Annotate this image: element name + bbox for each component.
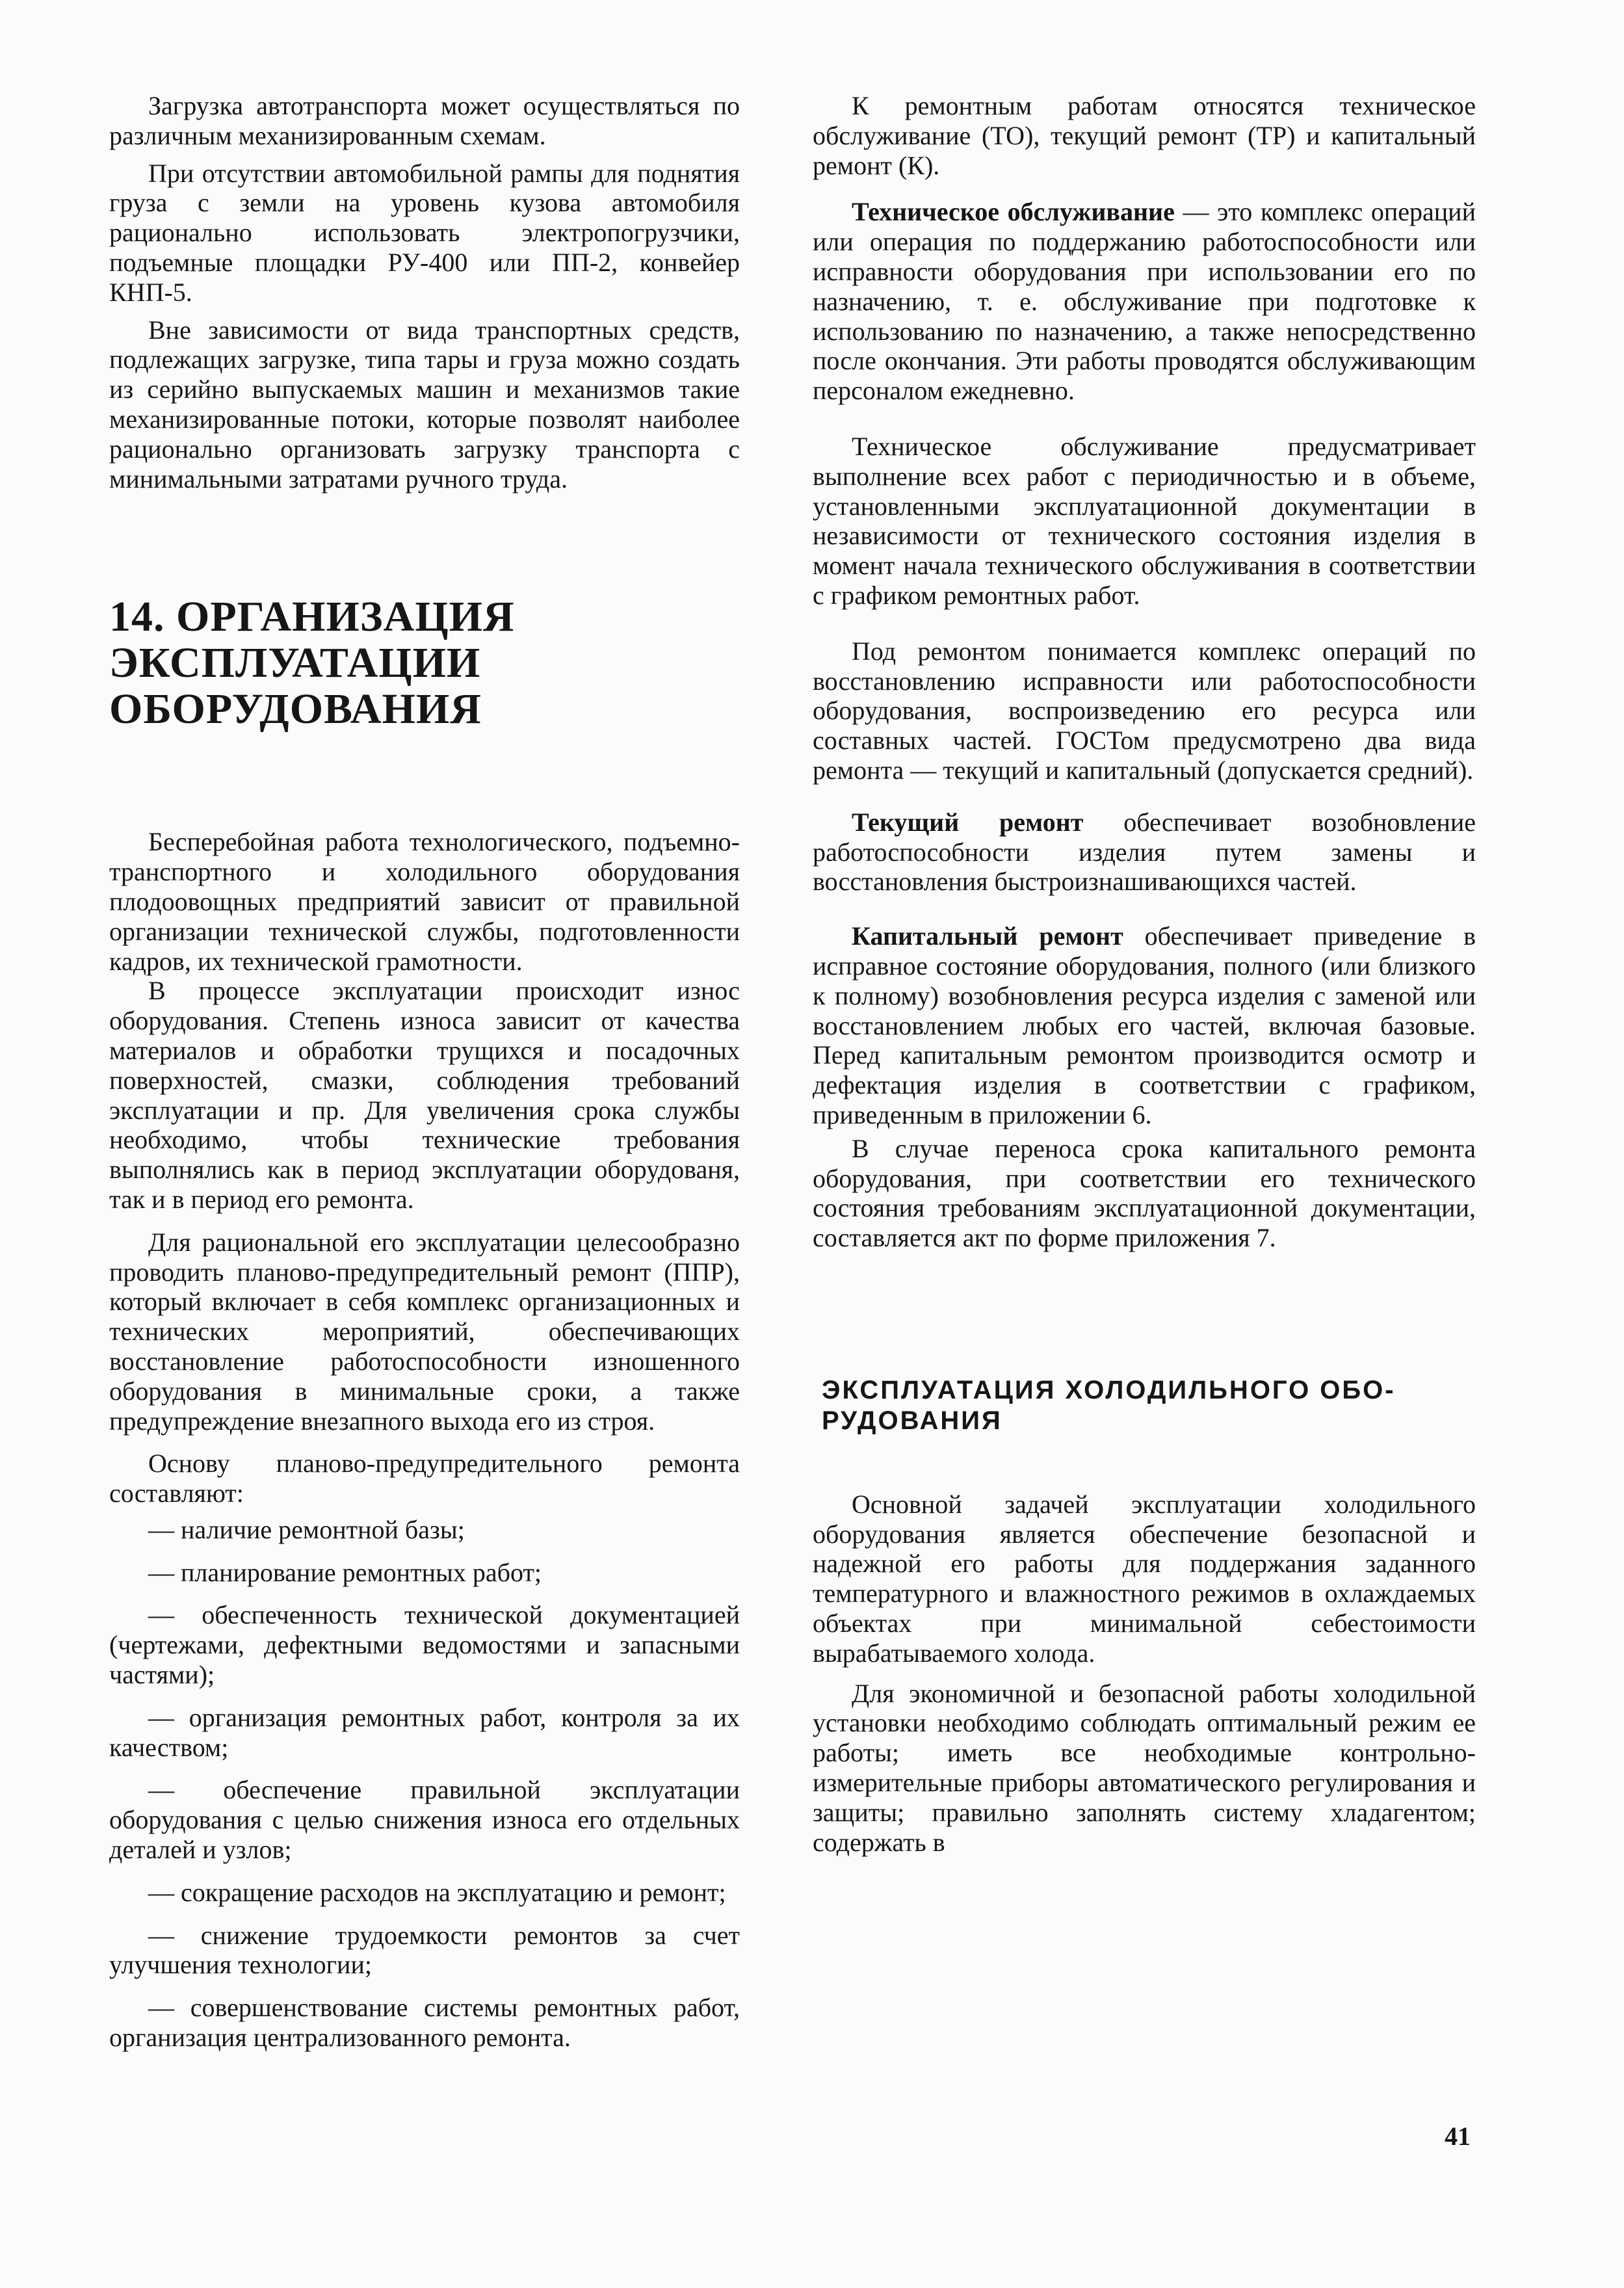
paragraph-mechanized-flows: Вне зависимости от вида транспортных средств, подлежащих загрузке, типа тары и груза можно создать из серийно выпускаемых машин и механизмов такие механизированные потоки, которые позволят наиболее рационально организовать загрузку транспорта с минимальными затратами ручного труда. bbox=[109, 315, 740, 493]
list-item: — наличие ремонтной базы; bbox=[109, 1515, 740, 1545]
term-current-repair: Текущий ремонт bbox=[852, 807, 1084, 837]
subsection-heading bbox=[813, 1375, 1476, 1436]
paragraph-capital-repair bbox=[813, 921, 1476, 1130]
section-heading-line-3: ОБОРУДОВАНИЯ bbox=[109, 685, 482, 733]
paragraph-wear: В процессе эксплуатации происходит износ оборудования. Степень износа зависит от качества материалов и обработки трущихся и посадочных поверхностей, смазки, соблюдения требований эксплуатации и пр. Для увеличения срока службы необходимо, чтобы технические требования выполнялись как в период эксплуатации оборудованя, так и в период его ремонта. bbox=[109, 976, 740, 1214]
paragraph-loading-schemes: Загрузка автотранспорта может осуществляться по различным механизированным схемам. bbox=[109, 91, 740, 150]
subsection-heading-line-1: ЭКСПЛУАТАЦИЯ ХОЛОДИЛЬНОГО ОБО- bbox=[822, 1375, 1396, 1404]
current-repair-text: обеспечивает возобновление работоспособности изделия путем замены и восстановления быстроизнашивающихся частей. bbox=[813, 807, 1476, 897]
paragraph-refrigeration-requirements: Для экономичной и безопасной работы холодильной установки необходимо соблюдать оптимальный режим ее работы; иметь все необходимые контрольно-измерительные приборы автоматического регулирования и защиты; правильно заполнять систему хладагентом; содержать в bbox=[813, 1678, 1476, 1857]
paragraph-maintenance-scope: Техническое обслуживание предусматривает выполнение всех работ с периодичностью и в объеме, установленными эксплуатационной документации в независимости от технического состояния изделия в момент начала технического обслуживания в соответствии с графиком ремонтных работ. bbox=[813, 431, 1476, 610]
capital-repair-text: обеспечивает приведение в исправное состояние оборудования, полного (или близкого к полному) возобновления ресурса изделия с заменой или восстановлением любых его частей, включая базовые. Перед капитальным ремонтом производится осмотр и дефектация изделия в соответствии с графиком, приведенным в приложении 6. bbox=[813, 921, 1476, 1129]
subsection-heading-line-2: РУДОВАНИЯ bbox=[822, 1406, 1002, 1435]
paragraph-ppr: Для рациональной его эксплуатации целесообразно проводить планово-предупредительный ремонт (ППР), который включает в себя комплекс организационных и технических мероприятий, обеспечивающих восстановление работоспособности изношенного оборудования в минимальные сроки, а также предупреждение внезапного выхода его из строя. bbox=[109, 1227, 740, 1436]
maintenance-definition-text: — это комплекс операций или операция по поддержанию работоспособности или исправности оборудования при использовании его по назначению, т. е. обслуживание при подготовке к использованию по назначению, а также непосредственно после окончания. Эти работы проводятся обслуживающим персоналом ежедневно. bbox=[813, 197, 1476, 406]
paragraph-postponed-repair: В случае переноса срока капитального ремонта оборудования, при соответствии его технического состояния требованиям эксплуатационной документации, составляется акт по форме приложения 7. bbox=[813, 1133, 1476, 1253]
paragraph-repair-definition: Под ремонтом понимается комплекс операций по восстановлению исправности или работоспособности оборудования, воспроизведению его ресурса или составных частей. ГОСТом предусмотрено два вида ремонта — текущий и капитальный (допускается средний). bbox=[813, 636, 1476, 785]
page-number: 41 bbox=[1445, 2122, 1471, 2151]
right-column bbox=[813, 91, 1476, 1857]
list-item: — сокращение расходов на эксплуатацию и ремонт; bbox=[109, 1878, 740, 1908]
list-item: — организация ремонтных работ, контроля за их качеством; bbox=[109, 1703, 740, 1763]
left-column bbox=[109, 91, 740, 2066]
paragraph-current-repair bbox=[813, 808, 1476, 897]
paragraph-refrigeration-goal: Основной задачей эксплуатации холодильного оборудования является обеспечение безопасной и надежной его работы для поддержания заданного температурного и влажностного режимов в охлаждаемых объектах при минимальной себестоимости вырабатываемого холода. bbox=[813, 1489, 1476, 1668]
section-heading bbox=[109, 594, 740, 732]
paragraph-reliable-operation: Бесперебойная работа технологического, подъемно-транспортного и холодильного оборудования плодоовощных предприятий зависит от правильной организации технической службы, подготовленности кадров, их технической грамотности. bbox=[109, 827, 740, 976]
paragraph-repair-types: К ремонтным работам относятся техническое обслуживание (ТО), текущий ремонт (ТР) и капитальный ремонт (К). bbox=[813, 91, 1476, 180]
section-heading-line-2: ЭКСПЛУАТАЦИИ bbox=[109, 639, 481, 687]
section-heading-line-1: 14. ОРГАНИЗАЦИЯ bbox=[109, 593, 515, 641]
list-item: — совершенствование системы ремонтных работ, организация централизованного ремонта. bbox=[109, 1993, 740, 2053]
paragraph-maintenance-definition bbox=[813, 197, 1476, 406]
list-item: — снижение трудоемкости ремонтов за счет улучшения технологии; bbox=[109, 1921, 740, 1980]
paragraph-no-ramp: При отсутствии автомобильной рампы для поднятия груза с земли на уровень кузова автомобиля рационально использовать электропогрузчики, подъемные площадки РУ-400 или ПП-2, конвейер КНП-5. bbox=[109, 158, 740, 307]
list-item: — обеспеченность технической документацией (чертежами, дефектными ведомостями и запасными частями); bbox=[109, 1600, 740, 1689]
term-maintenance: Техническое обслуживание bbox=[852, 197, 1175, 227]
section-body bbox=[109, 827, 740, 2052]
intro-block bbox=[109, 91, 740, 493]
paragraph-ppr-basis: Основу планово-предупредительного ремонта составляют: bbox=[109, 1449, 740, 1508]
list-item: — обеспечение правильной эксплуатации оборудования с целью снижения износа его отдельных деталей и узлов; bbox=[109, 1775, 740, 1864]
ppr-components-list bbox=[109, 1515, 740, 2053]
list-item: — планирование ремонтных работ; bbox=[109, 1558, 740, 1588]
term-capital-repair: Капитальный ремонт bbox=[852, 921, 1123, 951]
